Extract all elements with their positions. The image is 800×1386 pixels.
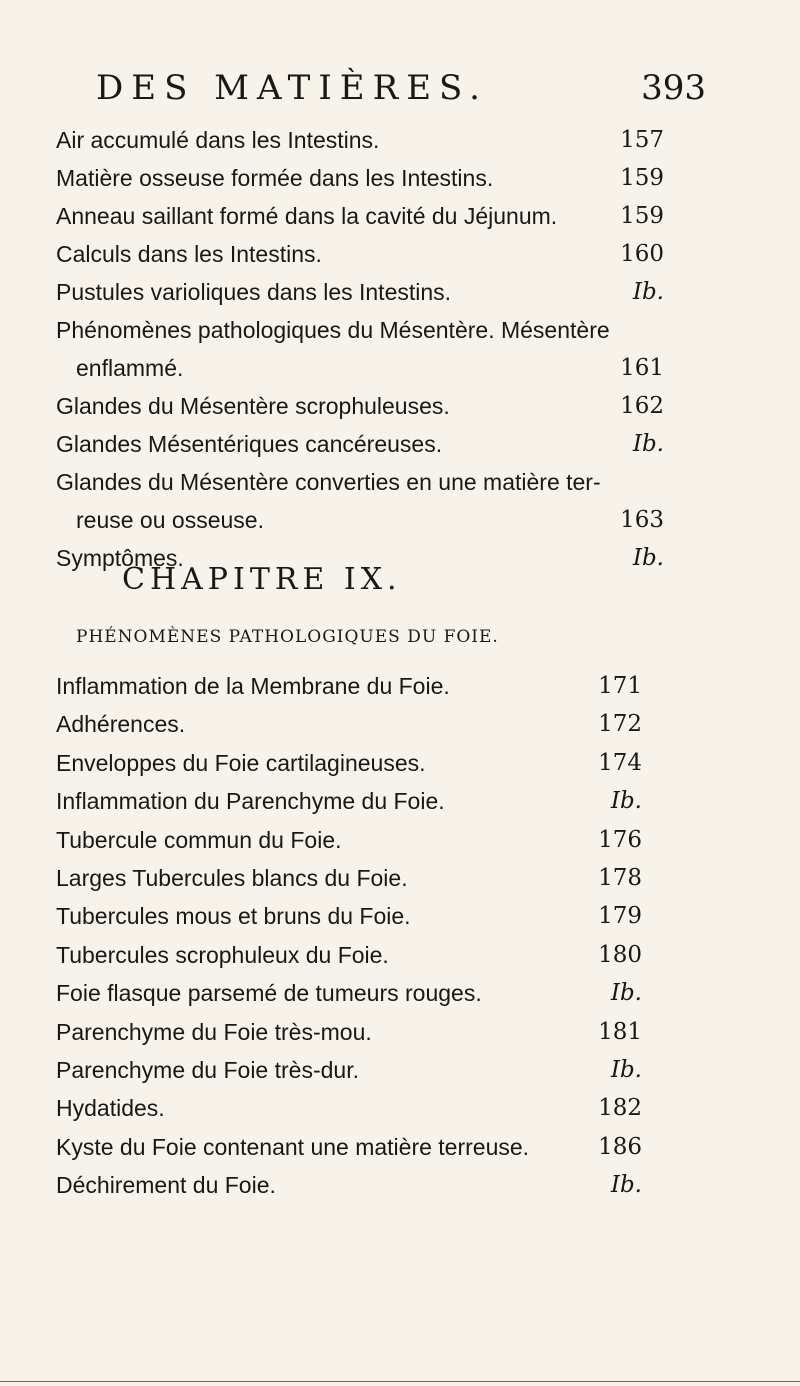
header-title: DES MATIÈRES. [96, 68, 488, 108]
index-entry: Matière osseuse formée dans les Intestins. 159 [56, 165, 664, 191]
index-entries-intestins [56, 121, 664, 577]
index-entry: Kyste du Foie contenant une matière terreuse. 186 [56, 1133, 642, 1160]
chapter-heading: CHAPITRE IX. [122, 562, 402, 597]
header-page-number: 393 [641, 68, 706, 108]
index-entry: Glandes du Mésentère converties en une matière ter- [56, 469, 601, 495]
index-entry: Hydatides. 182 [56, 1095, 642, 1122]
index-entry: Parenchyme du Foie très-dur. Ib. [56, 1056, 642, 1083]
index-entry: Symptômes. Ib. [56, 545, 664, 571]
page-bottom-rule [0, 1381, 800, 1382]
index-entry: enflammé. 161 [76, 355, 664, 381]
index-entry: Air accumulé dans les Intestins. 157 [56, 127, 664, 153]
chapter-subheading: PHÉNOMÈNES PATHOLOGIQUES DU FOIE. [76, 627, 499, 647]
index-entry: Tubercules scrophuleux du Foie. 180 [56, 941, 642, 968]
index-entry: Enveloppes du Foie cartilagineuses. 174 [56, 749, 642, 776]
index-entry: Inflammation du Parenchyme du Foie. Ib. [56, 788, 642, 815]
index-entry: Larges Tubercules blancs du Foie. 178 [56, 864, 642, 891]
index-entry: Glandes du Mésentère scrophuleuses. 162 [56, 393, 664, 419]
index-entries-foie [56, 667, 642, 1204]
index-entry: Tubercules mous et bruns du Foie. 179 [56, 903, 642, 930]
index-entry: Parenchyme du Foie très-mou. 181 [56, 1018, 642, 1045]
index-entry: Foie flasque parsemé de tumeurs rouges. Ib. [56, 980, 642, 1007]
index-entry: Calculs dans les Intestins. 160 [56, 241, 664, 267]
index-entry: Phénomènes pathologiques du Mésentère. Mésentère [56, 317, 610, 343]
index-entry: Anneau saillant formé dans la cavité du Jéjunum. 159 [56, 203, 664, 229]
index-entry: Adhérences. 172 [56, 711, 642, 738]
index-entry: Déchirement du Foie. Ib. [56, 1172, 642, 1199]
index-entry: Pustules varioliques dans les Intestins. Ib. [56, 279, 664, 305]
index-entry: Tubercule commun du Foie. 176 [56, 826, 642, 853]
index-entry: Glandes Mésentériques cancéreuses. Ib. [56, 431, 664, 457]
index-entry: Inflammation de la Membrane du Foie. 171 [56, 673, 642, 699]
index-entry: reuse ou osseuse. 163 [76, 507, 664, 533]
